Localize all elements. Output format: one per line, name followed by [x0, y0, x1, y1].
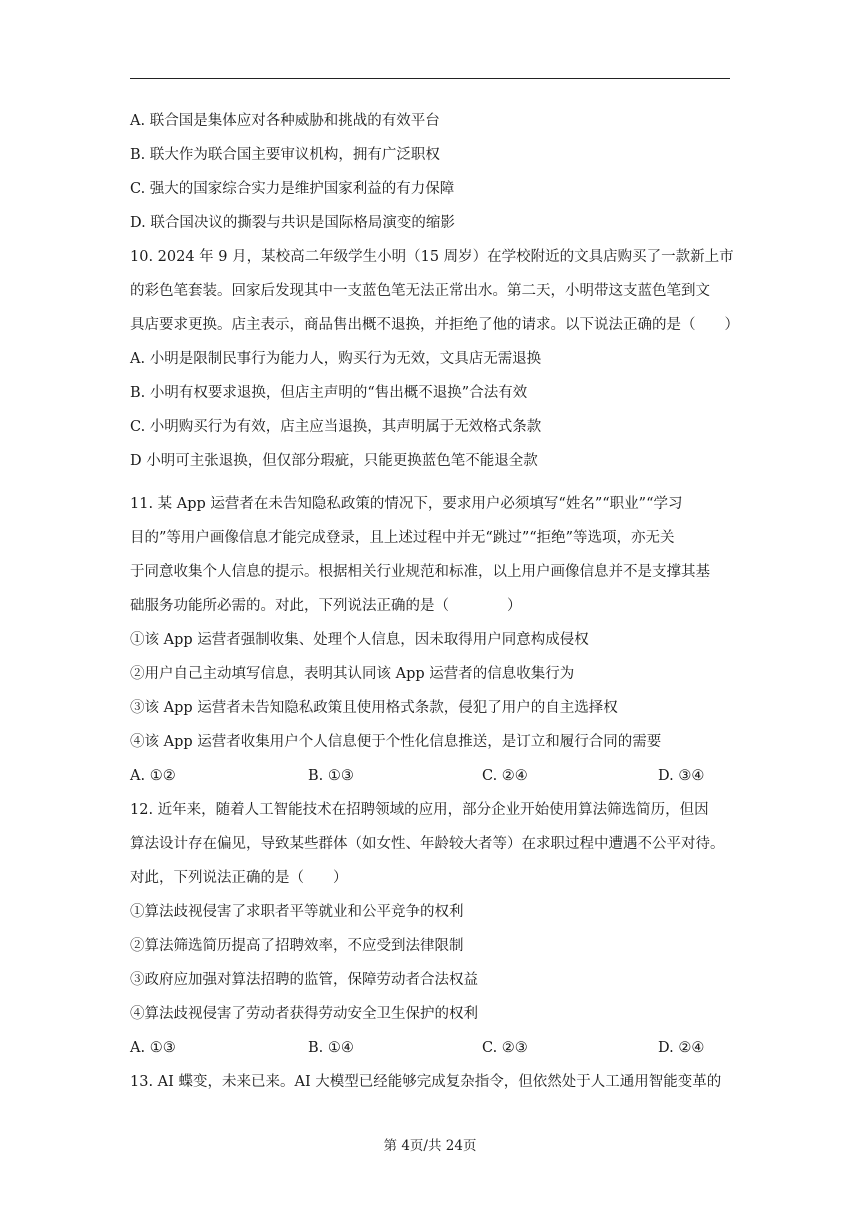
- q9-option-c: C. 强大的国家综合实力是维护国家利益的有力保障: [130, 181, 455, 197]
- page-number: 第 4页/共 24页: [383, 1138, 477, 1154]
- q12-statement-4: ④算法歧视侵害了劳动者获得劳动安全卫生保护的权利: [130, 1006, 478, 1022]
- q12-stem-line: 12. 近年来，随着人工智能技术在招聘领域的应用，部分企业开始使用算法筛选简历，但因: [130, 802, 709, 818]
- q11-statement-1: ①该 App 运营者强制收集、处理个人信息，因未取得用户同意构成侵权: [130, 632, 589, 648]
- q11-choice-a: A. ①②: [130, 768, 176, 784]
- q9-option-d: D. 联合国决议的撕裂与共识是国际格局演变的缩影: [130, 215, 455, 231]
- q12-choices: [130, 1038, 730, 1058]
- q11-stem-line: 于同意收集个人信息的提示。根据相关行业规范和标准，以上用户画像信息并不是支撑其基: [130, 564, 710, 580]
- q10-option-d: D 小明可主张退换，但仅部分瑕疵，只能更换蓝色笔不能退全款: [130, 453, 538, 469]
- q11-statement-4: ④该 App 运营者收集用户个人信息便于个性化信息推送，是订立和履行合同的需要: [130, 734, 662, 750]
- q11-choice-b: B. ①③: [308, 768, 354, 784]
- q11-choice-c: C. ②④: [482, 768, 528, 784]
- q12-choice-d: D. ②④: [658, 1040, 705, 1056]
- q10-stem-line: 的彩色笔套装。回家后发现其中一支蓝色笔无法正常出水。第二天，小明带这支蓝色笔到文: [130, 283, 710, 299]
- q10-option-a: A. 小明是限制民事行为能力人，购买行为无效，文具店无需退换: [130, 351, 542, 367]
- q11-stem-line: 11. 某 App 运营者在未告知隐私政策的情况下，要求用户必须填写“姓名”“职业”“学习: [130, 496, 683, 512]
- q10-option-c: C. 小明购买行为有效，店主应当退换，其声明属于无效格式条款: [130, 419, 542, 435]
- q11-stem-line: 目的”等用户画像信息才能完成登录，且上述过程中并无“跳过”“拒绝”等选项，亦无关: [130, 530, 675, 546]
- q12-statement-2: ②算法筛选简历提高了招聘效率，不应受到法律限制: [130, 938, 464, 954]
- q12-stem-line: 对此，下列说法正确的是（ ）: [130, 870, 348, 886]
- q10-stem-line: 具店要求更换。店主表示，商品售出概不退换，并拒绝了他的请求。以下说法正确的是（ ）: [130, 317, 739, 333]
- header-rule: [130, 78, 730, 79]
- q9-option-a: A. 联合国是集体应对各种威胁和挑战的有效平台: [130, 113, 440, 129]
- q12-choice-b: B. ①④: [308, 1040, 354, 1056]
- q11-statement-2: ②用户自己主动填写信息，表明其认同该 App 运营者的信息收集行为: [130, 666, 575, 682]
- q12-statement-1: ①算法歧视侵害了求职者平等就业和公平竞争的权利: [130, 904, 464, 920]
- q9-option-b: B. 联大作为联合国主要审议机构，拥有广泛职权: [130, 147, 440, 163]
- q11-statement-3: ③该 App 运营者未告知隐私政策且使用格式条款，侵犯了用户的自主选择权: [130, 700, 618, 716]
- q12-choice-a: A. ①③: [130, 1040, 176, 1056]
- q11-stem-line: 础服务功能所必需的。对此，下列说法正确的是（ ）: [130, 598, 522, 614]
- q10-option-b: B. 小明有权要求退换，但店主声明的“售出概不退换”合法有效: [130, 385, 528, 401]
- q12-statement-3: ③政府应加强对算法招聘的监管，保障劳动者合法权益: [130, 972, 478, 988]
- q11-choice-d: D. ③④: [658, 768, 705, 784]
- q12-stem-line: 算法设计存在偏见，导致某些群体（如女性、年龄较大者等）在求职过程中遭遇不公平对待。: [130, 836, 725, 852]
- q10-stem-line: 10. 2024 年 9 月，某校高二年级学生小明（15 周岁）在学校附近的文具店购买了一款新上市: [130, 249, 734, 265]
- q12-choice-c: C. ②③: [482, 1040, 528, 1056]
- q11-choices: [130, 766, 730, 786]
- q13-stem-line: 13. AI 蝶变，未来已来。AI 大模型已经能够完成复杂指令，但依然处于人工通用智能变革的: [130, 1074, 722, 1090]
